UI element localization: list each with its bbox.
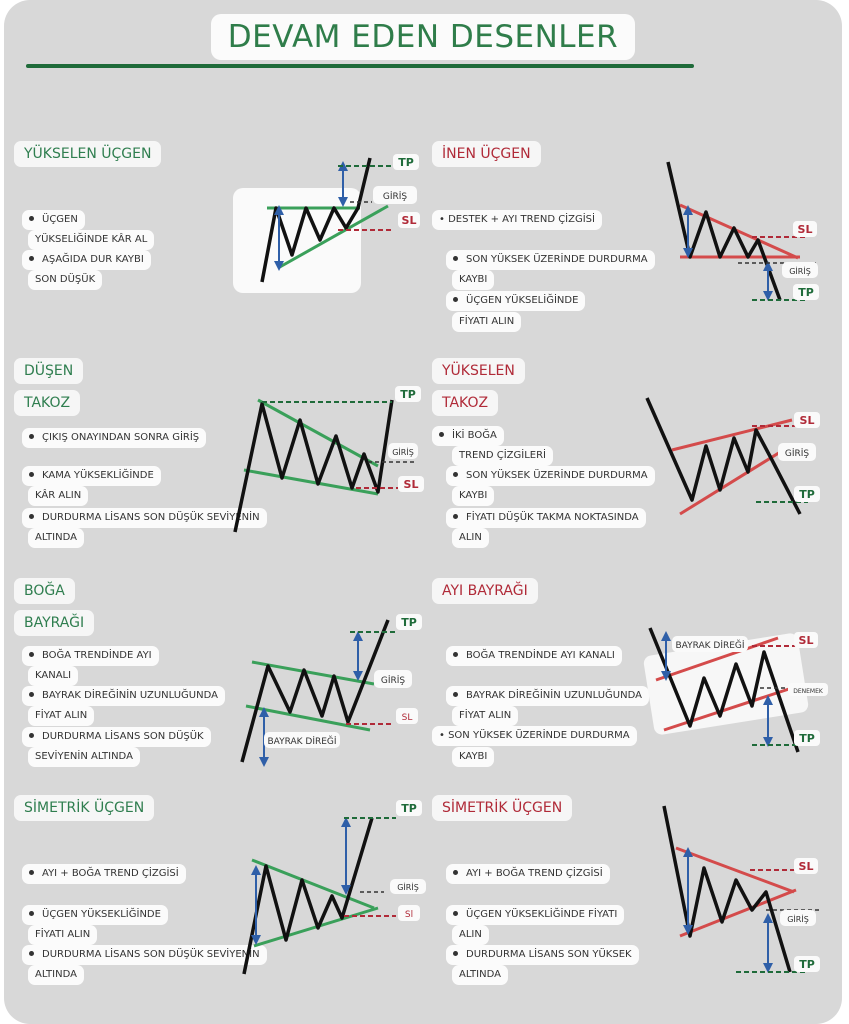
tp-label: TP <box>400 388 416 401</box>
bullet-line: • SON YÜKSEK ÜZERİNDE DURDURMA <box>432 726 637 746</box>
diagram-symmetrical-triangle-bullish <box>244 800 426 974</box>
bullet-line: SEVİYENİN ALTINDA <box>28 747 140 767</box>
diagram-rising-wedge <box>647 398 820 514</box>
bullet-line: ALIN <box>452 528 489 548</box>
diagram-ascending-triangle <box>233 154 420 293</box>
sl-label: SL <box>798 860 814 873</box>
flagpole-label: BAYRAK DİREĞİ <box>267 737 337 747</box>
entry-label: GİRİŞ <box>787 915 809 924</box>
section-header: TAKOZ <box>432 390 498 416</box>
bullet-text: ÇIKIŞ ONAYINDAN SONRA GİRİŞ <box>42 432 200 443</box>
bullet-line: KAYBI <box>452 486 494 506</box>
section-header: DÜŞEN <box>14 358 83 384</box>
bullet-line: KAYBI <box>452 747 494 767</box>
bullet-text: BOĞA TRENDİNDE AYI <box>42 650 152 661</box>
bullet-text: AŞAĞIDA DUR KAYBI <box>42 254 144 265</box>
bullet-text: SON YÜKSEK ÜZERİNDE DURDURMA <box>466 254 648 265</box>
section-header: BOĞA <box>14 578 75 604</box>
price-path <box>235 400 392 532</box>
bullet-text: AYI + BOĞA TREND ÇİZGİSİ <box>466 868 603 879</box>
diagram-symmetrical-triangle-bearish <box>664 806 820 972</box>
bullet-text: BAYRAK DİREĞİNİN UZUNLUĞUNDA <box>42 690 218 701</box>
bullet-line: FİYAT ALIN <box>28 706 94 726</box>
bullet-line: FİYATI ALIN <box>28 925 97 945</box>
bullet-text: SON YÜKSEK ÜZERİNDE DURDURMA <box>466 470 648 481</box>
section-header: BAYRAĞI <box>14 610 94 636</box>
diagram-bull-flag <box>242 614 422 762</box>
entry-label: GİRİŞ <box>392 448 414 457</box>
sl-label: SL <box>798 634 814 647</box>
entry-label: GİRİŞ <box>784 449 810 459</box>
entry-label: DENEMEK <box>793 688 823 695</box>
sl-label: Sl <box>404 910 414 920</box>
bullet-line: • DESTEK + AYI TREND ÇİZGİSİ <box>432 210 602 230</box>
entry-label: GİRİŞ <box>380 676 406 686</box>
bullet-text: BAYRAK DİREĞİNİN UZUNLUĞUNDA <box>466 690 642 701</box>
diagram-descending-triangle <box>668 162 819 300</box>
bullet-text: DURDURMA LİSANS SON YÜKSEK <box>466 949 632 960</box>
price-path <box>668 162 780 300</box>
sl-label: SL <box>401 214 417 227</box>
tp-label: TP <box>401 616 417 629</box>
bullet-line: KAYBI <box>452 270 494 290</box>
bullet-text: DURDURMA LİSANS SON DÜŞÜK SEVİYENİN <box>42 512 260 523</box>
sl-label: SL <box>401 713 413 723</box>
bullet-text: BOĞA TRENDİNDE AYI KANALI <box>466 650 615 661</box>
bullet-line: SON DÜŞÜK <box>28 270 102 290</box>
section-header: SİMETRİK ÜÇGEN <box>432 795 572 821</box>
sl-label: SL <box>797 223 813 236</box>
bullet-text: İKİ BOĞA <box>452 430 497 441</box>
sl-label: SL <box>799 414 815 427</box>
price-path <box>244 818 372 974</box>
bullet-line: TREND ÇİZGİLERİ <box>452 446 553 466</box>
bullet-text: FİYATI DÜŞÜK TAKMA NOKTASINDA <box>466 512 639 523</box>
tp-label: TP <box>398 156 414 169</box>
bullet-line: ALTINDA <box>28 528 84 548</box>
tp-label: TP <box>799 732 815 745</box>
bullet-text: ÜÇGEN YÜKSEKLİĞİNDE <box>42 909 161 920</box>
tp-label: TP <box>401 802 417 815</box>
bullet-text: ÜÇGEN YÜKSEKLİĞİNDE FİYATI <box>466 909 618 920</box>
bullet-line: FİYAT ALIN <box>452 706 518 726</box>
bullet-text: ÜÇGEN <box>42 214 78 225</box>
section-header: YÜKSELEN ÜÇGEN <box>14 141 161 167</box>
tp-label: TP <box>799 958 815 971</box>
sl-label: SL <box>403 478 419 491</box>
price-path <box>647 398 800 514</box>
section-header: YÜKSELEN <box>432 358 525 384</box>
price-path <box>664 806 790 972</box>
bullet-line: FİYATI ALIN <box>452 312 521 332</box>
entry-label: GİRİŞ <box>789 267 811 276</box>
diagram-bear-flag <box>643 628 828 752</box>
flagpole-label: BAYRAK DİREĞİ <box>675 641 745 651</box>
bullet-text: KAMA YÜKSEKLİĞİNDE <box>42 470 154 481</box>
bullet-line: ALIN <box>452 925 489 945</box>
bullet-text: ÜÇGEN YÜKSELİĞİNDE <box>466 295 579 306</box>
page-title: DEVAM EDEN DESENLER <box>211 14 635 60</box>
section-header: İNEN ÜÇGEN <box>432 141 541 167</box>
bullet-line: ALTINDA <box>452 965 508 985</box>
tp-label: TP <box>799 488 815 501</box>
entry-label: GİRİŞ <box>382 192 408 202</box>
bullet-line: KÂR ALIN <box>28 486 88 506</box>
bullet-text: DURDURMA LİSANS SON DÜŞÜK <box>42 731 204 742</box>
section-header: SİMETRİK ÜÇGEN <box>14 795 154 821</box>
bullet-text: AYI + BOĞA TREND ÇİZGİSİ <box>42 868 179 879</box>
bullet-text: DURDURMA LİSANS SON DÜŞÜK SEVİYENİN <box>42 949 260 960</box>
section-header: TAKOZ <box>14 390 80 416</box>
section-header: AYI BAYRAĞI <box>432 578 538 604</box>
bullet-line: YÜKSELİĞİNDE KÂR AL <box>28 230 154 250</box>
tp-label: TP <box>798 286 814 299</box>
bullet-line: KANALI <box>28 666 78 686</box>
entry-label: GİRİŞ <box>397 883 419 892</box>
diagram-falling-wedge <box>235 386 424 532</box>
bullet-line: ALTINDA <box>28 965 84 985</box>
